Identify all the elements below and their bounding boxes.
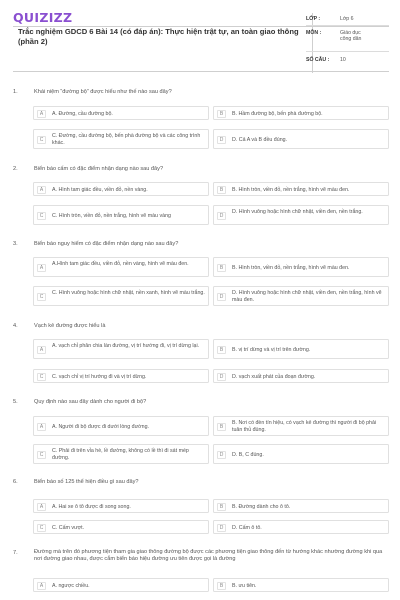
answer-option[interactable] — [213, 444, 389, 464]
option-letter: D — [217, 136, 226, 144]
option-text: D. Hình vuông hoặc hình chữ nhật, viền đen, nền trắng. — [232, 209, 363, 216]
option-text: C. Đường, cầu đường bộ, bến phà đường bộ và các công trình khác. — [52, 133, 201, 146]
option-letter: D — [217, 451, 226, 459]
option-text: C. Cấm vượt. — [52, 525, 85, 531]
question-number: 5. — [13, 399, 18, 405]
option-text: D. Cả A và B đều đúng. — [232, 136, 288, 143]
meta-grade-label: LỚP : — [306, 16, 321, 22]
meta-subject-value: Giáo dục công dân — [340, 30, 362, 43]
answer-option[interactable] — [213, 520, 389, 534]
option-text: A. Hình tam giác đều, viền đỏ, nền vàng. — [52, 187, 148, 193]
option-text: B. Đường dành cho ô tô. — [232, 504, 291, 510]
option-letter: A — [37, 346, 46, 354]
option-letter: B — [217, 110, 226, 118]
answer-option[interactable] — [213, 257, 389, 277]
answer-option[interactable] — [33, 205, 209, 225]
answer-option[interactable] — [213, 129, 389, 149]
answer-option[interactable] — [33, 129, 209, 149]
option-text: C. vạch chỉ vị trí hướng đi và vị trí dừng. — [52, 374, 147, 380]
option-letter: A — [37, 264, 46, 272]
option-letter: D — [217, 524, 226, 532]
option-letter: A — [37, 110, 46, 118]
option-letter: C — [37, 373, 46, 381]
meta-count-label: SỐ CÂU : — [306, 57, 330, 63]
option-text: D. Hình vuông hoặc hình chữ nhật, viền đen, nền trắng, hình vẽ màu đen. — [232, 290, 382, 303]
answer-option[interactable] — [33, 339, 209, 359]
question-number: 6. — [13, 479, 18, 485]
worksheet-title: Trắc nghiệm GDCD 6 Bài 14 (có đáp án): Thực hiện trật tự, an toàn giao thông (phần 2) — [18, 27, 299, 46]
answer-option[interactable] — [213, 499, 389, 513]
question-text: Quy định nào sau đây dành cho người đi bộ? — [34, 399, 147, 405]
answer-option[interactable] — [213, 416, 389, 436]
question-number: 7. — [13, 550, 18, 556]
answer-option[interactable] — [33, 257, 209, 277]
question-number: 1. — [13, 89, 18, 95]
worksheet-header — [13, 26, 389, 72]
option-text: C. Phải đi trên vỉa hè, lề đường, không có lề thì đi sát mép đường. — [52, 448, 189, 461]
option-text: D. vạch xuất phát của đoạn đường. — [232, 374, 316, 380]
option-letter: C — [37, 524, 46, 532]
answer-option[interactable] — [213, 286, 389, 306]
option-letter: B — [217, 582, 226, 590]
option-letter: B — [217, 503, 226, 511]
answer-option[interactable] — [33, 578, 209, 592]
answer-option[interactable] — [33, 416, 209, 436]
question-number: 2. — [13, 166, 18, 172]
option-text: A. Người đi bộ được đi dưới lòng đường. — [52, 423, 149, 430]
question-text: Biển báo số 125 thể hiện điều gì sau đây? — [34, 479, 139, 485]
answer-option[interactable] — [33, 520, 209, 534]
question-text: Biển báo nguy hiểm có đặc điểm nhận dạng nào sau đây? — [34, 241, 179, 247]
option-text: D. Cấm ô tô. — [232, 525, 262, 531]
answer-option[interactable] — [213, 205, 389, 225]
answer-option[interactable] — [33, 444, 209, 464]
option-text: B. vị trí dừng và vị trí trên đường. — [232, 346, 311, 353]
option-letter: C — [37, 293, 46, 301]
question-number: 4. — [13, 323, 18, 329]
option-letter: B — [217, 186, 226, 194]
option-letter: A — [37, 503, 46, 511]
answer-option[interactable] — [33, 369, 209, 383]
option-text: B. ưu tiên. — [232, 583, 257, 589]
option-letter: D — [217, 212, 226, 220]
option-letter: C — [37, 136, 46, 144]
answer-option[interactable] — [213, 339, 389, 359]
option-text: B. Hầm đường bộ, bến phà đường bộ. — [232, 111, 323, 117]
answer-option[interactable] — [33, 499, 209, 513]
option-text: B. Hình tròn, viền đỏ, nền trắng, hình vẽ màu đen. — [232, 187, 350, 193]
question-text: Đường mà trên đó phương tiện tham gia giao thông đường bộ được các phương tiện giao thông đến từ hướng khác nhường đường khi qua nơi đường giao nhau, được cắm biển báo hiệu đường ưu tiên được gọi là đường — [34, 549, 383, 563]
option-text: A. vạch chỉ phân chia làn đường, vị trí hướng đi, vị trí dừng lại. — [52, 343, 200, 350]
answer-option[interactable] — [213, 369, 389, 383]
option-text: A. Hai xe ô tô được đi song song. — [52, 504, 131, 510]
question-number: 3. — [13, 241, 18, 247]
meta-count-value: 10 — [340, 57, 346, 63]
answer-option[interactable] — [213, 106, 389, 120]
option-letter: A — [37, 186, 46, 194]
option-letter: B — [217, 346, 226, 354]
meta-grade-value: Lớp 6 — [340, 16, 354, 22]
option-text: D. B, C đúng. — [232, 451, 264, 458]
answer-option[interactable] — [213, 578, 389, 592]
option-text: A.Hình tam giác đều, viền đỏ, nền vàng, hình vẽ màu đen. — [52, 261, 189, 268]
option-letter: C — [37, 451, 46, 459]
answer-option[interactable] — [33, 182, 209, 196]
option-letter: D — [217, 373, 226, 381]
option-letter: B — [217, 423, 226, 431]
option-letter: B — [217, 264, 226, 272]
option-letter: A — [37, 423, 46, 431]
question-text: Biển báo cấm có đặc điểm nhận dạng nào sau đây? — [34, 166, 164, 172]
option-text: B. Nơi có đèn tín hiệu, có vạch kẻ đường thì người đi bộ phải tuân thủ đúng. — [232, 420, 377, 433]
header-divider — [312, 13, 313, 73]
option-letter: C — [37, 212, 46, 220]
option-letter: D — [217, 293, 226, 301]
answer-option[interactable] — [33, 106, 209, 120]
option-text: C. Hình tròn, viền đỏ, nền trắng, hình vẽ màu vàng — [52, 212, 171, 219]
option-text: C. Hình vuông hoặc hình chữ nhật, nền xanh, hình vẽ màu trắng. — [52, 290, 205, 297]
question-text: Vạch kẻ đường được hiểu là — [34, 323, 106, 329]
meta-divider — [306, 25, 389, 26]
option-text: B. Hình tròn, viền đỏ, nền trắng, hình vẽ màu đen. — [232, 264, 350, 271]
option-text: A. Đường, cầu đường bộ. — [52, 111, 113, 117]
meta-subject-label: MÔN : — [306, 30, 322, 36]
answer-option[interactable] — [33, 286, 209, 306]
option-letter: A — [37, 582, 46, 590]
question-text: Khái niệm “đường bộ” được hiểu như thế nào sau đây? — [34, 89, 172, 95]
quizizz-logo: QUIZIZZ — [13, 10, 73, 25]
answer-option[interactable] — [213, 182, 389, 196]
meta-divider — [306, 51, 389, 52]
option-text: A. ngược chiều. — [52, 583, 90, 589]
